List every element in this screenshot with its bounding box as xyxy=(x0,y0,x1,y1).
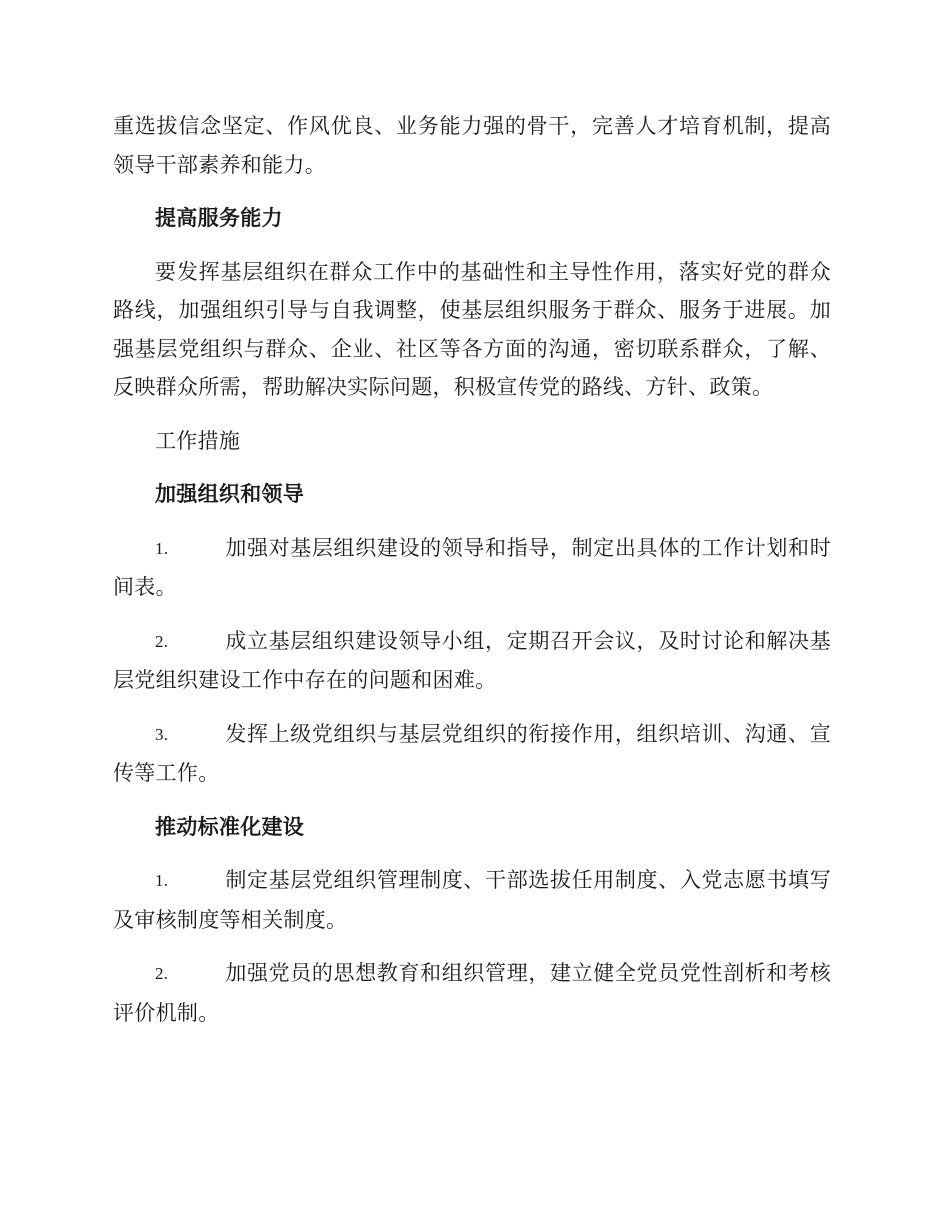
list-item-text: 加强对基层组织建设的领导和指导，制定出具体的工作计划和时间表。 xyxy=(113,535,831,599)
list-item-number: 2. xyxy=(155,631,169,651)
heading-work-measures: 工作措施 xyxy=(155,428,241,453)
document-page xyxy=(113,107,831,1047)
list-item-text: 加强党员的思想教育和组织管理，建立健全党员党性剖析和考核评价机制。 xyxy=(113,961,831,1025)
list-item xyxy=(113,861,831,939)
list-item-text: 发挥上级党组织与基层党组织的衔接作用，组织培训、沟通、宣传等工作。 xyxy=(113,721,831,785)
list-item xyxy=(113,715,831,793)
list-item-text: 成立基层组织建设领导小组，定期召开会议，及时讨论和解决基层党组织建设工作中存在的问题和困难。 xyxy=(113,628,831,692)
list-item-number: 2. xyxy=(155,964,169,983)
list-item-number: 3. xyxy=(155,724,169,744)
list-item xyxy=(113,954,831,1032)
paragraph-service: 要发挥基层组织在群众工作中的基础性和主导性作用，落实好党的群众路线，加强组织引导与自我调整，使基层组织服务于群众、服务于进展。加强基层党组织与群众、企业、社区等各方面的沟通，密切联系群众，了解、反映群众所需，帮助解决实际问题，积极宣传党的路线、方针、政策。 xyxy=(113,259,831,399)
list-item xyxy=(113,529,831,607)
list-item-text: 制定基层党组织管理制度、干部选拔任用制度、入党志愿书填写及审核制度等相关制度。 xyxy=(113,868,831,932)
heading-strengthen-leadership: 加强组织和领导 xyxy=(155,481,305,506)
heading-standardization: 推动标准化建设 xyxy=(155,813,305,839)
list-item-number: 1. xyxy=(155,871,169,890)
list-item-number: 1. xyxy=(155,538,169,558)
heading-improve-service: 提高服务能力 xyxy=(155,205,283,230)
paragraph-continued: 重选拔信念坚定、作风优良、业务能力强的骨干，完善人才培育机制，提高领导干部素养和能力。 xyxy=(113,114,831,177)
list-item xyxy=(113,622,831,700)
